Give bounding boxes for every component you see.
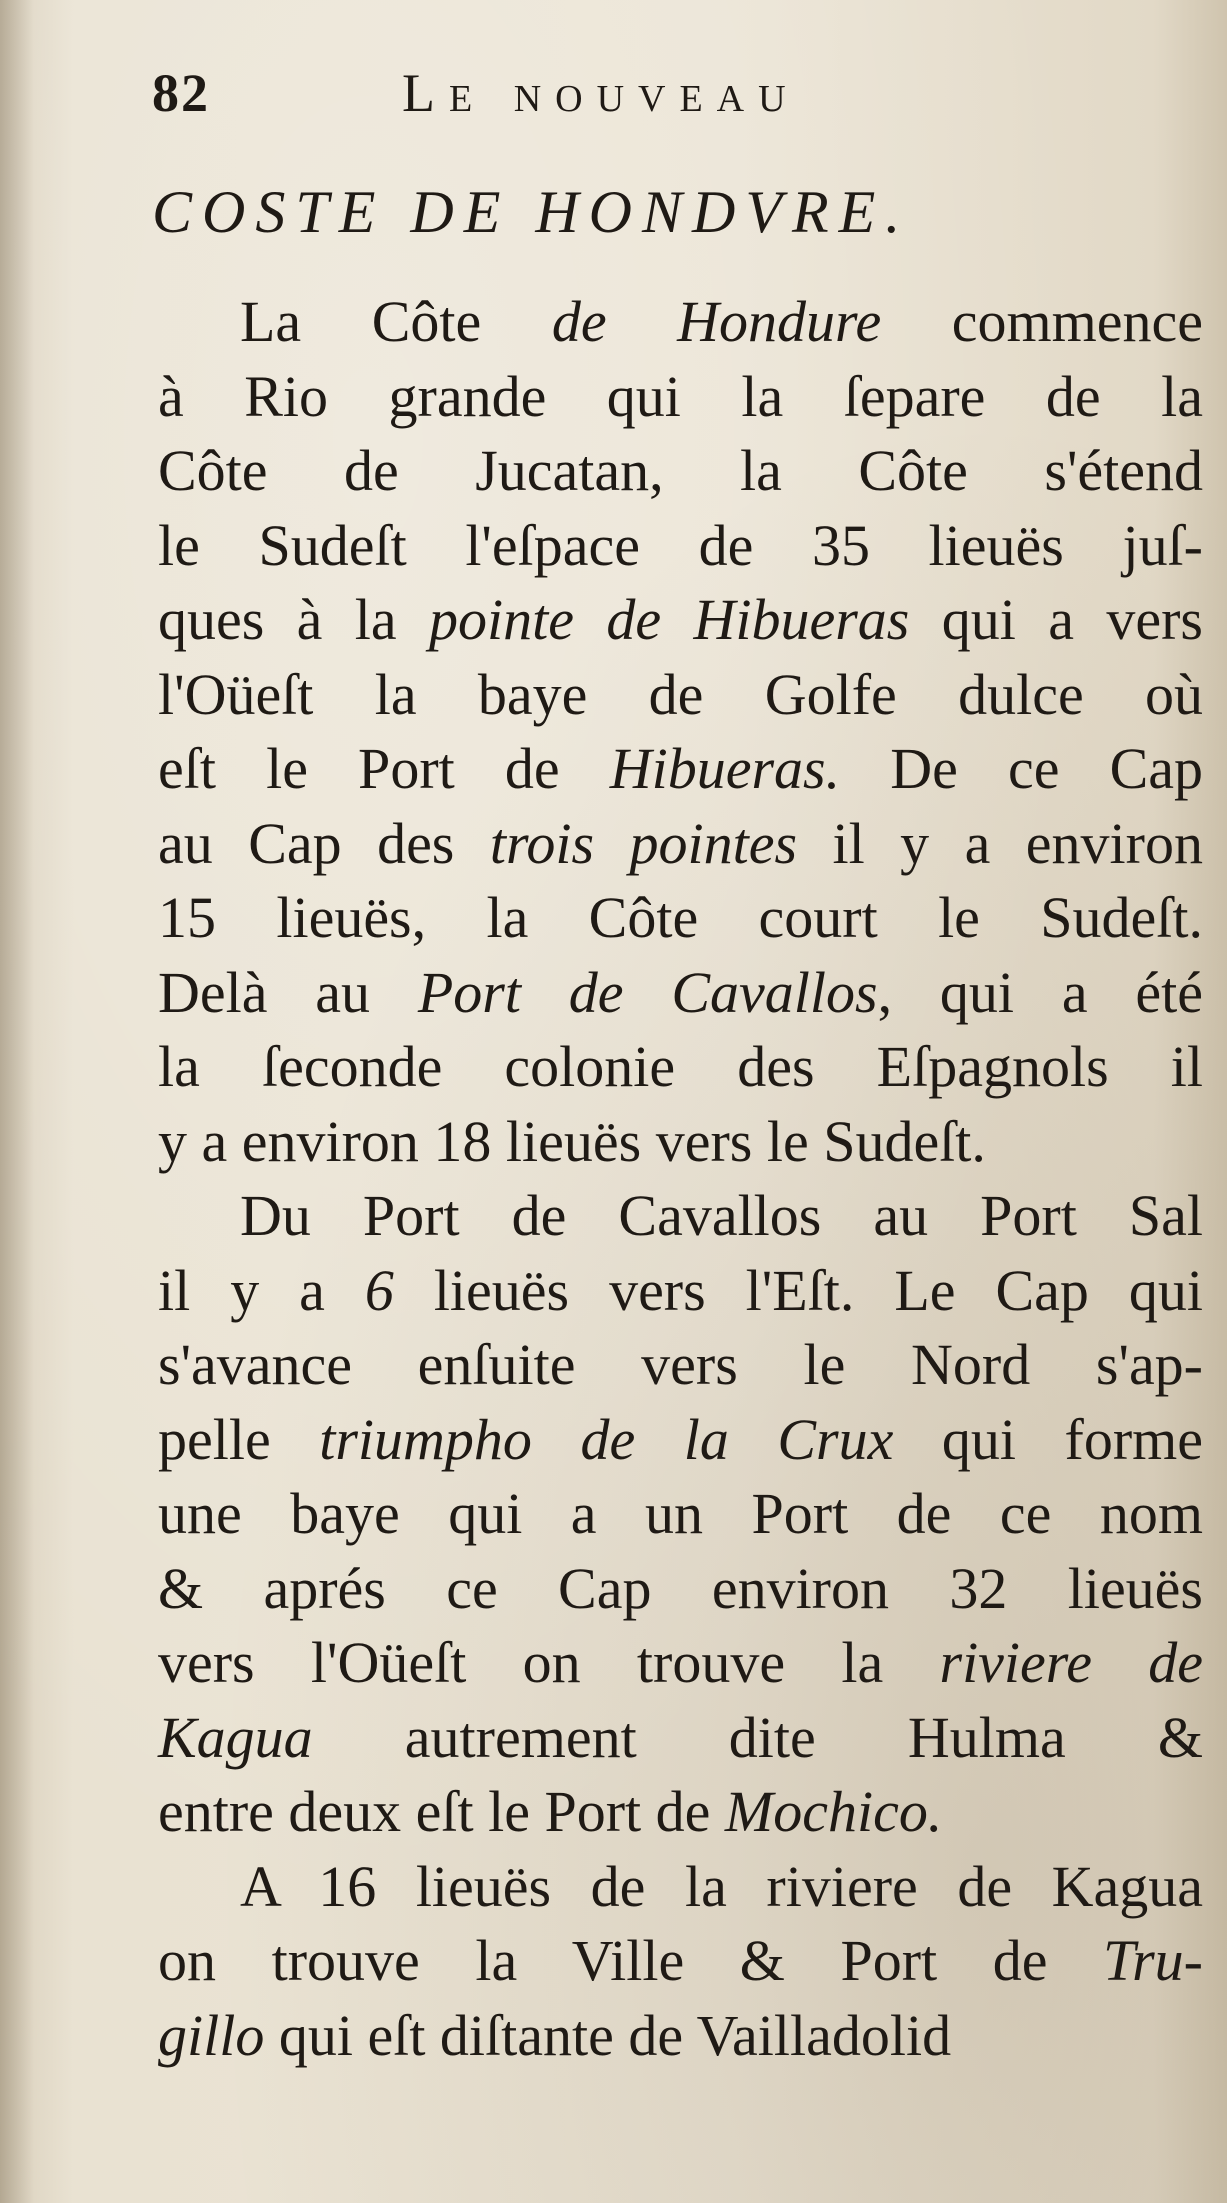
italic-text-segment: pointe de Hibueras <box>429 587 910 652</box>
text-segment: Delà au <box>158 959 418 1025</box>
text-line <box>158 1328 1203 1403</box>
text-segment: il y a <box>158 1257 365 1323</box>
text-segment: & aprés ce Cap environ 32 lieuës <box>158 1555 1203 1621</box>
text-segment: eſt le Port de <box>158 736 610 801</box>
text-segment: vers l'Oüeſt on trouve la <box>158 1630 940 1695</box>
text-segment: Côte de Jucatan, la Côte s'étend <box>158 438 1203 503</box>
text-segment: il y a environ <box>797 810 1203 876</box>
text-segment: , qui a été <box>877 959 1203 1025</box>
running-head: Le nouveau <box>402 63 800 123</box>
text-line <box>158 509 1203 584</box>
text-segment: à Rio grande qui la ſepare de la <box>158 363 1203 429</box>
italic-text-segment: Hibueras. <box>609 736 841 801</box>
italic-text-segment: de Hondure <box>551 289 882 354</box>
text-line <box>158 881 1203 956</box>
italic-text-segment: Tru- <box>1103 1928 1203 1993</box>
text-line <box>158 1477 1203 1552</box>
text-line <box>158 1924 1203 1999</box>
italic-text-segment: riviere de <box>939 1630 1203 1695</box>
page-header <box>152 62 1187 142</box>
text-segment: l'Oüeſt la baye de Golfe dulce où <box>158 661 1203 727</box>
body-text <box>158 285 1203 2073</box>
text-segment: qui a vers <box>909 587 1203 652</box>
text-segment: la ſeconde colonie des Eſpagnols il <box>158 1034 1203 1099</box>
text-line <box>158 1701 1203 1776</box>
italic-text-segment: Port de Cavallos <box>417 959 878 1025</box>
text-line <box>158 1179 1203 1254</box>
text-segment: entre deux eſt le Port de <box>158 1779 725 1844</box>
text-segment: s'avance enſuite vers le Nord s'ap- <box>158 1332 1203 1397</box>
italic-text-segment: gillo <box>158 2002 265 2068</box>
text-line <box>158 1552 1203 1627</box>
text-segment: lieuës vers l'Eſt. Le Cap qui <box>393 1257 1203 1323</box>
text-line <box>158 807 1203 882</box>
text-line <box>158 360 1203 435</box>
text-line <box>158 583 1203 658</box>
text-segment: le Sudeſt l'eſpace de 35 lieuës juſ- <box>158 512 1203 578</box>
text-line <box>158 1775 1203 1850</box>
text-line <box>158 1999 1203 2074</box>
text-line <box>158 732 1203 807</box>
text-line <box>158 434 1203 509</box>
italic-text-segment: trois pointes <box>489 810 798 876</box>
text-line <box>158 1403 1203 1478</box>
text-segment: au Cap des <box>158 810 490 876</box>
text-segment: une baye qui a un Port de ce nom <box>158 1481 1203 1546</box>
text-line <box>158 1626 1203 1701</box>
text-segment: qui eſt diſtante de Vailladolid <box>264 2002 952 2068</box>
text-line <box>158 956 1203 1031</box>
text-segment: qui forme <box>893 1406 1204 1472</box>
text-line <box>158 1030 1203 1105</box>
italic-text-segment: Kagua <box>158 1704 313 1770</box>
italic-text-segment: 6 <box>364 1257 394 1323</box>
page-number: 82 <box>152 63 210 123</box>
text-segment: La Côte <box>240 289 552 354</box>
text-segment: A 16 lieuës de la riviere de Kagua <box>240 1853 1203 1919</box>
text-segment: Du Port de Cavallos au Port Sal <box>240 1183 1203 1248</box>
text-line <box>158 1105 1203 1180</box>
text-line <box>158 1850 1203 1925</box>
text-segment: y a environ 18 lieuës vers le Sudeſt. <box>158 1108 986 1174</box>
text-line <box>158 658 1203 733</box>
text-line <box>158 1254 1203 1329</box>
text-segment: 15 lieuës, la Côte court le Sudeſt. <box>158 885 1203 950</box>
text-segment: De ce Cap <box>840 736 1203 801</box>
section-title: COSTE DE HONDVRE. <box>152 179 911 245</box>
text-segment: on trouve la Ville & Port de <box>158 1928 1104 1993</box>
page-gutter-shadow <box>0 0 34 2203</box>
text-segment: ques à la <box>158 587 430 652</box>
italic-text-segment: Mochico. <box>724 1779 943 1844</box>
text-line <box>158 285 1203 360</box>
text-segment: autrement dite Hulma & <box>312 1704 1203 1770</box>
text-segment: commence <box>881 289 1204 354</box>
italic-text-segment: triumpho de la Crux <box>319 1406 894 1472</box>
text-segment: pelle <box>158 1406 320 1472</box>
